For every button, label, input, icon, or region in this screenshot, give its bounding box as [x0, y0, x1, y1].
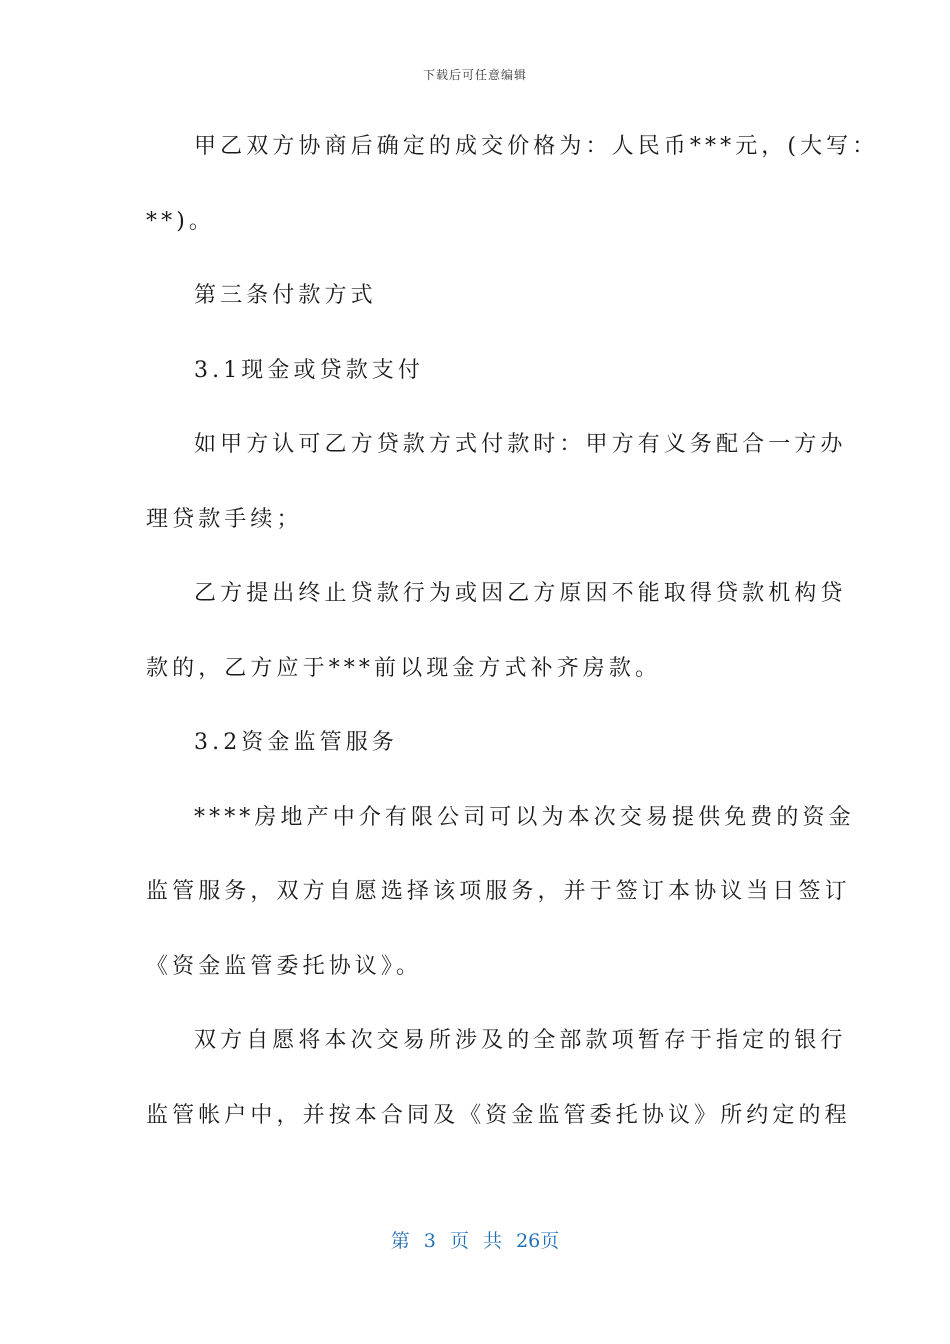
- page-label-prefix: 第: [390, 1230, 410, 1252]
- paragraph-line: 监管帐户中，并按本合同及《资金监管委托协议》所约定的程: [146, 1102, 851, 1128]
- paragraph-line: 款的，乙方应于***前以现金方式补齐房款。: [146, 655, 662, 681]
- paragraph-line: 如甲方认可乙方贷款方式付款时：甲方有义务配合一方办: [194, 432, 847, 457]
- document-body: [146, 110, 879, 1153]
- paragraph-line: **)。: [146, 208, 215, 234]
- page-label-mid: 页: [449, 1230, 469, 1252]
- page-header: 下载后可任意编辑: [422, 68, 527, 82]
- paragraph-line: 理贷款手续；: [146, 506, 303, 532]
- paragraph-line: 甲乙双方协商后确定的成交价格为：人民币***元，(大写：: [194, 134, 879, 159]
- subsection-heading: 3.2资金监管服务: [194, 730, 398, 755]
- paragraph-line: ****房地产中介有限公司可以为本次交易提供免费的资金: [194, 804, 855, 830]
- paragraph-line: 双方自愿将本次交易所涉及的全部款项暂存于指定的银行: [194, 1028, 847, 1053]
- section-heading: 第三条付款方式: [194, 283, 377, 308]
- paragraph-line: 《资金监管委托协议》。: [146, 953, 423, 979]
- paragraph-line: 乙方提出终止贷款行为或因乙方原因不能取得贷款机构贷: [194, 581, 847, 606]
- page-footer: [0, 1226, 950, 1253]
- subsection-heading: 3.1现金或贷款支付: [194, 357, 424, 383]
- current-page-number: 3: [423, 1230, 436, 1252]
- total-pages: 26页: [516, 1230, 560, 1252]
- paragraph-line: 监管服务，双方自愿选择该项服务，并于签订本协议当日签订: [146, 879, 851, 904]
- total-label: 共: [483, 1230, 503, 1252]
